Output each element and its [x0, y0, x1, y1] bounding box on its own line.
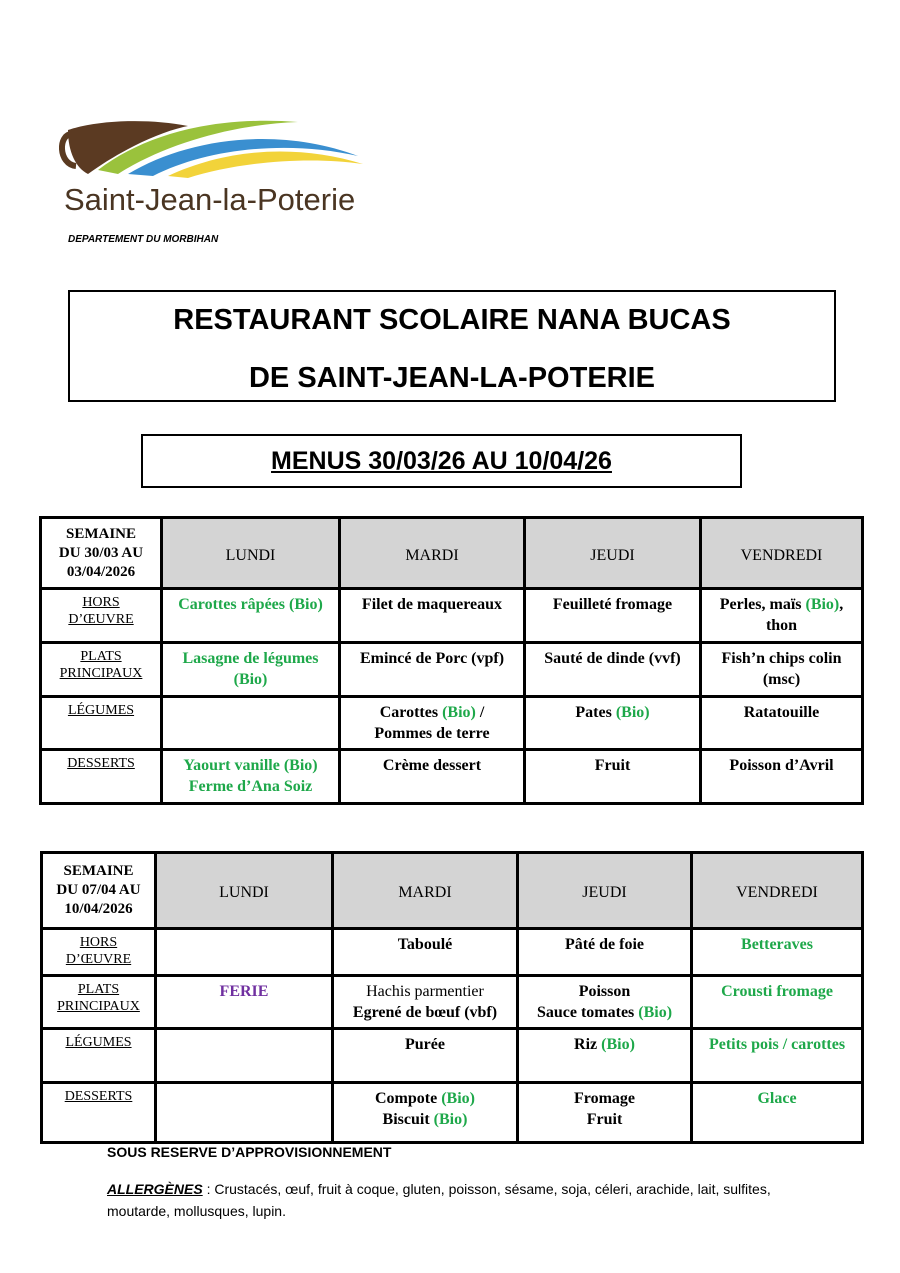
bio-label: (Bio): [442, 704, 476, 721]
menu-cell: [162, 697, 340, 750]
menu-cell: Carottes râpées (Bio): [162, 589, 340, 643]
menu-cell: [162, 750, 340, 804]
category-legumes: [41, 697, 162, 750]
menu-cell: [333, 1083, 518, 1143]
menu-text: Poisson: [578, 983, 631, 1000]
table-row: [42, 929, 863, 976]
allergens-list: : Crustacés, œuf, fruit à coque, gluten, poisson, sésame, soja, céleri, arachide, lait, sulfites, moutarde, mollusques, lupin.: [107, 1181, 771, 1219]
town-logo: [58, 112, 388, 222]
category-label: PRINCIPAUX: [59, 666, 143, 681]
allergens-label: ALLERGÈNES: [107, 1181, 203, 1197]
menu-cell: [701, 643, 863, 697]
bio-label: (Bio): [601, 1036, 635, 1053]
day-header-mardi: MARDI: [333, 853, 518, 929]
menu-text: thon: [765, 617, 798, 634]
menu-cell: Betteraves: [692, 929, 863, 976]
category-plats-principaux: [41, 643, 162, 697]
holiday-cell: FERIE: [156, 976, 333, 1029]
category-label: HORS: [79, 935, 118, 950]
week-label-line: DU 07/04 AU: [56, 882, 141, 898]
week-label-line: DU 30/03 AU: [58, 544, 144, 561]
category-label: PRINCIPAUX: [57, 999, 140, 1014]
title-box: [68, 290, 836, 402]
day-header-vendredi: VENDREDI: [701, 518, 863, 589]
week-label-line: SEMAINE: [63, 863, 134, 879]
table-row: [41, 518, 863, 589]
menu-cell: Fruit: [525, 750, 701, 804]
bio-label: (Bio): [638, 1004, 673, 1021]
menu-text: Fish’n chips colin: [721, 650, 842, 667]
menu-text: Lasagne de légumes: [182, 650, 319, 667]
week-label-line: SEMAINE: [65, 525, 136, 542]
menus-period-box: [141, 434, 742, 488]
supply-reserve-note: SOUS RESERVE D’APPROVISIONNEMENT: [107, 1144, 392, 1160]
menu-cell: [525, 697, 701, 750]
menu-cell: Glace: [692, 1083, 863, 1143]
week-label: [42, 853, 156, 929]
day-header-lundi: LUNDI: [156, 853, 333, 929]
category-label: DESSERTS: [67, 756, 135, 771]
week1-menu-table: [39, 516, 864, 805]
menu-cell: [156, 1029, 333, 1083]
menu-cell: Purée: [333, 1029, 518, 1083]
pottery-logo-icon: [58, 112, 388, 184]
category-label: HORS: [82, 595, 120, 610]
menu-cell: [518, 976, 692, 1029]
menu-text: Fromage: [573, 1090, 635, 1107]
menu-text: Sauce tomates: [536, 1004, 639, 1021]
category-label: PLATS: [80, 649, 122, 664]
table-row: [42, 853, 863, 929]
menu-text: Fruit: [586, 1111, 623, 1128]
department-label: DEPARTEMENT DU MORBIHAN: [68, 234, 219, 245]
week-label-line: 10/04/2026: [64, 901, 133, 917]
table-row: [42, 976, 863, 1029]
menu-text: Riz: [574, 1036, 602, 1053]
menu-cell: Sauté de dinde (vvf): [525, 643, 701, 697]
category-plats-principaux: [42, 976, 156, 1029]
allergens-note: [107, 1178, 807, 1222]
menu-text: Perles, maïs: [719, 596, 806, 613]
menu-cell: [518, 1029, 692, 1083]
menu-cell: Emincé de Porc (vpf): [340, 643, 525, 697]
category-label: DESSERTS: [64, 1089, 133, 1104]
category-hors-doeuvre: [42, 929, 156, 976]
menu-text: Biscuit: [382, 1111, 434, 1128]
menu-cell: Taboulé: [333, 929, 518, 976]
menu-cell: [333, 976, 518, 1029]
category-label: LÉGUMES: [65, 1035, 132, 1050]
bio-label: (Bio): [441, 1090, 475, 1107]
menu-cell: [340, 697, 525, 750]
category-label: D’ŒUVRE: [68, 612, 134, 627]
table-row: [41, 643, 863, 697]
menu-cell: Crème dessert: [340, 750, 525, 804]
category-legumes: [42, 1029, 156, 1083]
menu-text: (Bio): [233, 671, 268, 688]
logo-name: Saint-Jean-la-Poterie: [64, 182, 356, 217]
menu-cell: [156, 1083, 333, 1143]
category-label: LÉGUMES: [67, 703, 135, 718]
day-header-mardi: MARDI: [340, 518, 525, 589]
title-line-2: DE SAINT-JEAN-LA-POTERIE: [248, 362, 656, 394]
title-line-1: RESTAURANT SCOLAIRE NANA BUCAS: [173, 304, 731, 336]
day-header-vendredi: VENDREDI: [692, 853, 863, 929]
category-hors-doeuvre: [41, 589, 162, 643]
menu-cell: Feuilleté fromage: [525, 589, 701, 643]
table-row: [41, 589, 863, 643]
menu-text: Hachis parmentier: [366, 983, 484, 1000]
menu-cell: Ratatouille: [701, 697, 863, 750]
table-row: [42, 1083, 863, 1143]
day-header-jeudi: JEUDI: [525, 518, 701, 589]
menu-cell: Crousti fromage: [692, 976, 863, 1029]
menu-text: Yaourt vanille (Bio): [183, 757, 318, 774]
day-header-lundi: LUNDI: [162, 518, 340, 589]
menu-text: /: [475, 704, 485, 721]
table-row: [42, 1029, 863, 1083]
bio-label: (Bio): [805, 596, 840, 613]
bio-label: (Bio): [433, 1111, 468, 1128]
menu-cell: [701, 589, 863, 643]
category-desserts: [42, 1083, 156, 1143]
menu-text: Ferme d’Ana Soiz: [188, 778, 313, 795]
menus-period: MENUS 30/03/26 AU 10/04/26: [271, 447, 612, 475]
menu-text: ,: [839, 596, 844, 613]
menu-text: (msc): [762, 671, 801, 688]
week-label: [41, 518, 162, 589]
category-label: D’ŒUVRE: [65, 952, 132, 967]
menu-text: Carottes: [379, 704, 443, 721]
menu-text: Compote: [375, 1090, 442, 1107]
menu-cell: Filet de maquereaux: [340, 589, 525, 643]
bio-label: (Bio): [615, 704, 650, 721]
menu-cell: [518, 1083, 692, 1143]
day-header-jeudi: JEUDI: [518, 853, 692, 929]
menu-text: Pates: [575, 704, 616, 721]
category-desserts: [41, 750, 162, 804]
table-row: [41, 697, 863, 750]
menu-cell: Petits pois / carottes: [692, 1029, 863, 1083]
menu-text: Egrené de bœuf (vbf): [352, 1004, 498, 1021]
week-label-line: 03/04/2026: [66, 563, 136, 580]
menu-cell: Pâté de foie: [518, 929, 692, 976]
category-label: PLATS: [77, 982, 120, 997]
menu-text: Pommes de terre: [374, 725, 490, 742]
menu-cell: [156, 929, 333, 976]
week2-menu-table: [40, 851, 864, 1144]
table-row: [41, 750, 863, 804]
menu-cell: Poisson d’Avril: [701, 750, 863, 804]
menu-cell: [162, 643, 340, 697]
